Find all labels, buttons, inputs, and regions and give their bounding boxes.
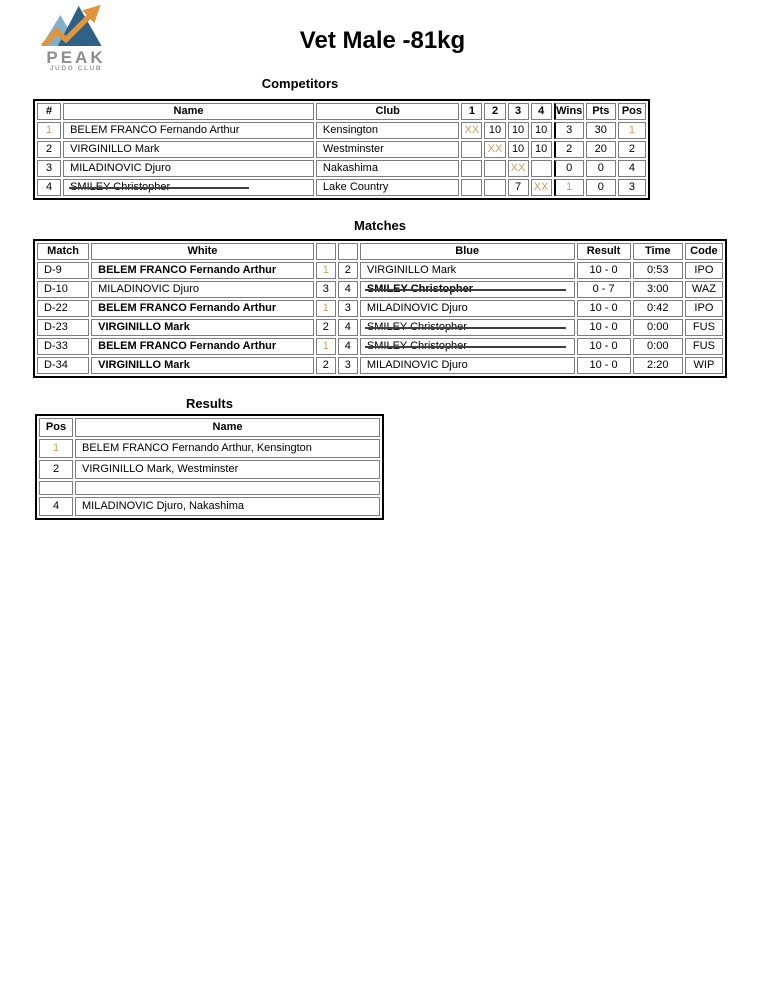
col-pos: Pos bbox=[618, 103, 646, 120]
strikethrough-line bbox=[365, 289, 566, 291]
results-header-row bbox=[39, 418, 380, 437]
competitor-name-withdrawn: SMILEY Christopher bbox=[63, 179, 314, 196]
score-cell: XX bbox=[508, 160, 529, 177]
competitors-header-row bbox=[37, 103, 646, 120]
result-name: MILADINOVIC Djuro, Nakashima bbox=[75, 497, 380, 516]
score-cell: 10 bbox=[484, 122, 505, 139]
col-time: Time bbox=[633, 243, 683, 260]
white-number: 1 bbox=[316, 300, 336, 317]
col-result: Result bbox=[577, 243, 631, 260]
white-number: 2 bbox=[316, 319, 336, 336]
logo-text: PEAK bbox=[46, 48, 106, 67]
competitor-club: Westminster bbox=[316, 141, 459, 158]
match-id: D-33 bbox=[37, 338, 89, 355]
score-cell bbox=[461, 160, 482, 177]
result-pos: 2 bbox=[39, 460, 73, 479]
result-row bbox=[39, 439, 380, 458]
matches-header-row bbox=[37, 243, 723, 260]
col-white-num bbox=[316, 243, 336, 260]
competitor-row bbox=[37, 179, 646, 196]
result-name: BELEM FRANCO Fernando Arthur, Kensington bbox=[75, 439, 380, 458]
wins-cell: 0 bbox=[554, 160, 584, 177]
score-cell bbox=[484, 160, 505, 177]
blue-number: 3 bbox=[338, 357, 358, 374]
match-code: FUS bbox=[685, 338, 723, 355]
score-cell: XX bbox=[484, 141, 505, 158]
blue-number: 4 bbox=[338, 338, 358, 355]
white-number: 2 bbox=[316, 357, 336, 374]
match-code: IPO bbox=[685, 300, 723, 317]
results-table bbox=[35, 414, 384, 520]
match-result: 0 - 7 bbox=[577, 281, 631, 298]
wins-cell: 2 bbox=[554, 141, 584, 158]
pos-cell: 3 bbox=[618, 179, 646, 196]
white-number: 1 bbox=[316, 338, 336, 355]
result-name bbox=[75, 481, 380, 495]
competitors-section-title: Competitors bbox=[261, 76, 339, 91]
match-result: 10 - 0 bbox=[577, 319, 631, 336]
white-competitor: VIRGINILLO Mark bbox=[91, 319, 314, 336]
match-row bbox=[37, 319, 723, 336]
white-number: 3 bbox=[316, 281, 336, 298]
pts-cell: 30 bbox=[586, 122, 616, 139]
match-id: D-9 bbox=[37, 262, 89, 279]
match-time: 0:53 bbox=[633, 262, 683, 279]
pos-cell: 4 bbox=[618, 160, 646, 177]
col-name: Name bbox=[63, 103, 314, 120]
white-competitor: BELEM FRANCO Fernando Arthur bbox=[91, 300, 314, 317]
blue-competitor-withdrawn: SMILEY Christopher bbox=[360, 338, 575, 355]
col-number: # bbox=[37, 103, 61, 120]
blue-number: 4 bbox=[338, 319, 358, 336]
competitor-club: Kensington bbox=[316, 122, 459, 139]
score-cell: 10 bbox=[508, 122, 529, 139]
score-cell bbox=[531, 160, 552, 177]
match-id: D-23 bbox=[37, 319, 89, 336]
white-competitor: MILADINOVIC Djuro bbox=[91, 281, 314, 298]
match-row bbox=[37, 262, 723, 279]
col-opp3: 3 bbox=[508, 103, 529, 120]
wins-cell: 3 bbox=[554, 122, 584, 139]
strikethrough-line bbox=[365, 346, 566, 348]
result-row-empty bbox=[39, 481, 380, 495]
pts-cell: 20 bbox=[586, 141, 616, 158]
result-pos bbox=[39, 481, 73, 495]
blue-number: 3 bbox=[338, 300, 358, 317]
result-name: VIRGINILLO Mark, Westminster bbox=[75, 460, 380, 479]
competitors-table bbox=[33, 99, 650, 200]
col-opp2: 2 bbox=[484, 103, 505, 120]
col-white: White bbox=[91, 243, 314, 260]
match-code: FUS bbox=[685, 319, 723, 336]
match-id: D-10 bbox=[37, 281, 89, 298]
match-id: D-22 bbox=[37, 300, 89, 317]
competitor-number: 3 bbox=[37, 160, 61, 177]
strikethrough-line bbox=[365, 327, 566, 329]
match-code: WAZ bbox=[685, 281, 723, 298]
score-cell: 7 bbox=[508, 179, 529, 196]
results-section-title: Results bbox=[186, 396, 233, 411]
competitor-name: VIRGINILLO Mark bbox=[63, 141, 314, 158]
competitor-row bbox=[37, 160, 646, 177]
matches-section-title: Matches bbox=[353, 218, 407, 233]
competitor-number: 4 bbox=[37, 179, 61, 196]
score-cell bbox=[461, 179, 482, 196]
col-code: Code bbox=[685, 243, 723, 260]
col-blue: Blue bbox=[360, 243, 575, 260]
result-row bbox=[39, 460, 380, 479]
col-opp1: 1 bbox=[461, 103, 482, 120]
match-row bbox=[37, 300, 723, 317]
competitor-name: MILADINOVIC Djuro bbox=[63, 160, 314, 177]
score-cell: 10 bbox=[531, 141, 552, 158]
match-result: 10 - 0 bbox=[577, 300, 631, 317]
blue-competitor: MILADINOVIC Djuro bbox=[360, 357, 575, 374]
col-pos: Pos bbox=[39, 418, 73, 437]
match-row bbox=[37, 357, 723, 374]
blue-competitor-withdrawn: SMILEY Christopher bbox=[360, 319, 575, 336]
match-time: 2:20 bbox=[633, 357, 683, 374]
pos-cell: 1 bbox=[618, 122, 646, 139]
white-competitor: BELEM FRANCO Fernando Arthur bbox=[91, 338, 314, 355]
col-blue-num bbox=[338, 243, 358, 260]
competitor-club: Lake Country bbox=[316, 179, 459, 196]
match-result: 10 - 0 bbox=[577, 262, 631, 279]
wins-cell: 1 bbox=[554, 179, 584, 196]
match-row bbox=[37, 281, 723, 298]
blue-competitor: VIRGINILLO Mark bbox=[360, 262, 575, 279]
result-pos: 4 bbox=[39, 497, 73, 516]
col-name: Name bbox=[75, 418, 380, 437]
white-number: 1 bbox=[316, 262, 336, 279]
score-cell: 10 bbox=[508, 141, 529, 158]
col-pts: Pts bbox=[586, 103, 616, 120]
col-wins: Wins bbox=[554, 103, 584, 120]
match-id: D-34 bbox=[37, 357, 89, 374]
match-time: 0:00 bbox=[633, 338, 683, 355]
pts-cell: 0 bbox=[586, 160, 616, 177]
competitor-row bbox=[37, 122, 646, 139]
match-row bbox=[37, 338, 723, 355]
result-row bbox=[39, 497, 380, 516]
matches-table bbox=[33, 239, 727, 378]
page-title: Vet Male -81kg bbox=[299, 27, 466, 54]
match-time: 3:00 bbox=[633, 281, 683, 298]
competitor-club: Nakashima bbox=[316, 160, 459, 177]
score-cell: XX bbox=[531, 179, 552, 196]
score-cell bbox=[484, 179, 505, 196]
result-pos: 1 bbox=[39, 439, 73, 458]
competitor-row bbox=[37, 141, 646, 158]
pts-cell: 0 bbox=[586, 179, 616, 196]
score-cell bbox=[461, 141, 482, 158]
competitor-number: 1 bbox=[37, 122, 61, 139]
white-competitor: BELEM FRANCO Fernando Arthur bbox=[91, 262, 314, 279]
col-opp4: 4 bbox=[531, 103, 552, 120]
col-club: Club bbox=[316, 103, 459, 120]
blue-number: 4 bbox=[338, 281, 358, 298]
competitor-name: BELEM FRANCO Fernando Arthur bbox=[63, 122, 314, 139]
blue-number: 2 bbox=[338, 262, 358, 279]
match-result: 10 - 0 bbox=[577, 338, 631, 355]
match-time: 0:42 bbox=[633, 300, 683, 317]
pos-cell: 2 bbox=[618, 141, 646, 158]
match-time: 0:00 bbox=[633, 319, 683, 336]
match-code: IPO bbox=[685, 262, 723, 279]
match-result: 10 - 0 bbox=[577, 357, 631, 374]
col-match: Match bbox=[37, 243, 89, 260]
score-cell: XX bbox=[461, 122, 482, 139]
score-cell: 10 bbox=[531, 122, 552, 139]
strikethrough-line bbox=[69, 187, 249, 189]
white-competitor: VIRGINILLO Mark bbox=[91, 357, 314, 374]
blue-competitor-withdrawn: SMILEY Christopher bbox=[360, 281, 575, 298]
match-code: WIP bbox=[685, 357, 723, 374]
competitor-number: 2 bbox=[37, 141, 61, 158]
blue-competitor: MILADINOVIC Djuro bbox=[360, 300, 575, 317]
logo-subtitle: JUDO CLUB bbox=[49, 65, 103, 72]
